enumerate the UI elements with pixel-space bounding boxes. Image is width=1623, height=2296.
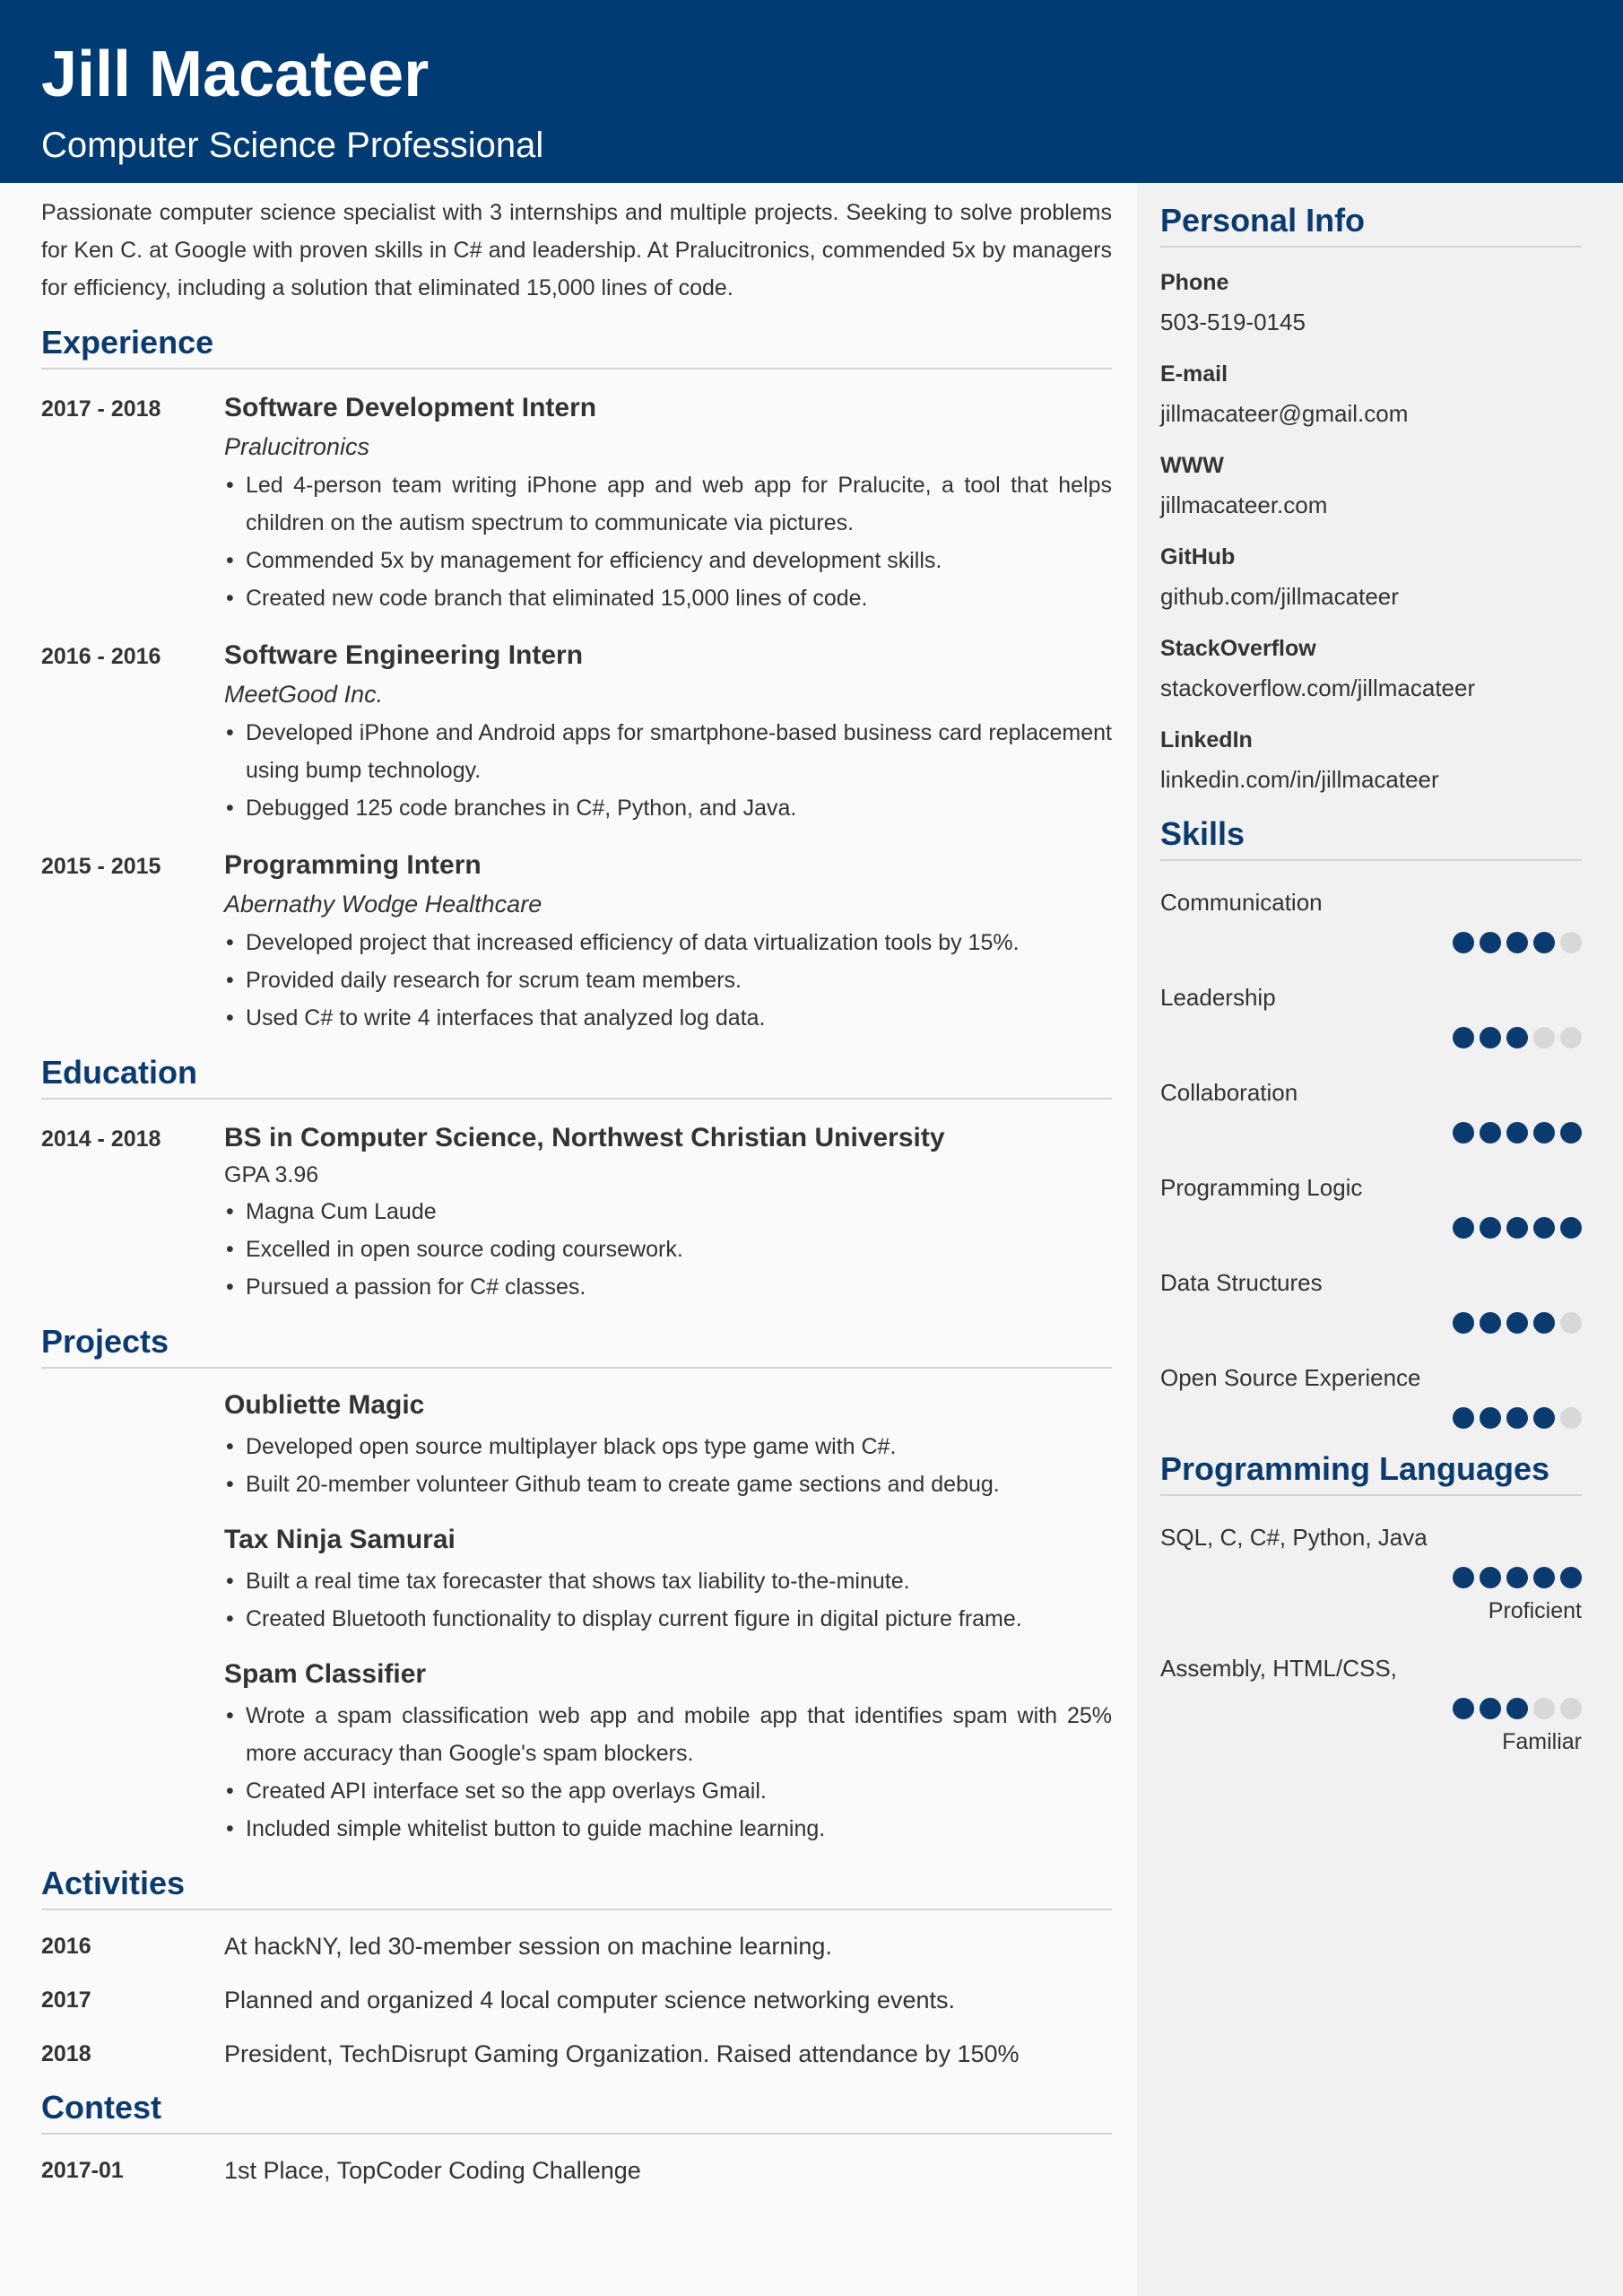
entry-date: 2017 - 2018	[41, 396, 161, 422]
row-date: 2016	[41, 1934, 91, 1959]
skill-name: Communication	[1160, 889, 1323, 916]
level-dot-filled	[1506, 1312, 1528, 1334]
row-text: President, TechDisrupt Gaming Organization. Raised attendance by 150%	[224, 2040, 1020, 2067]
bullet-list	[224, 714, 1112, 827]
experience-heading: Experience	[41, 323, 1112, 370]
experience-entry	[41, 389, 1112, 617]
bullet-item: • Commended 5x by management for efficiency and development skills.	[224, 542, 1112, 579]
level-dot-filled	[1453, 1567, 1474, 1588]
info-label: StackOverflow	[1160, 636, 1316, 661]
entry-body	[224, 847, 1112, 1037]
project-title: Tax Ninja Samurai	[224, 1525, 456, 1554]
languages-list	[1160, 1521, 1582, 1758]
bullet-list	[224, 1428, 1112, 1503]
candidate-profession: Computer Science Professional	[41, 126, 544, 165]
bullet-item: • Created new code branch that eliminated 15,000 lines of code.	[224, 579, 1112, 617]
level-dot-empty	[1560, 1698, 1582, 1719]
level-dot-filled	[1480, 1122, 1501, 1144]
personal-info-heading: Personal Info	[1160, 201, 1582, 248]
language-level-label: Proficient	[1488, 1598, 1582, 1623]
level-dot-filled	[1453, 1698, 1474, 1719]
skills-list	[1160, 886, 1582, 1431]
level-dot-filled	[1506, 1407, 1528, 1429]
candidate-name: Jill Macateer	[41, 39, 430, 110]
resume-header	[0, 0, 1623, 183]
level-dot-filled	[1480, 932, 1501, 953]
job-title: Software Development Intern	[224, 393, 597, 422]
level-dot-filled	[1560, 1122, 1582, 1144]
main-column	[41, 183, 1112, 2188]
bullet-list	[224, 1562, 1112, 1638]
level-dot-filled	[1533, 1407, 1555, 1429]
level-dot-filled	[1480, 1027, 1501, 1048]
level-dot-empty	[1560, 1407, 1582, 1429]
level-dot-filled	[1533, 1312, 1555, 1334]
entry-date: 2014 - 2018	[41, 1126, 161, 1152]
bullet-item: • Created Bluetooth functionality to display current figure in digital picture frame.	[224, 1600, 1112, 1638]
bullet-list	[224, 1193, 1112, 1306]
level-dot-filled	[1480, 1567, 1501, 1588]
info-label: WWW	[1160, 453, 1224, 478]
level-dot-filled	[1480, 1407, 1501, 1429]
bullet-item: • Provided daily research for scrum team members.	[224, 961, 1112, 999]
level-dot-filled	[1506, 1698, 1528, 1719]
level-dot-filled	[1453, 1217, 1474, 1239]
info-label: GitHub	[1160, 544, 1236, 570]
skill-name: Collaboration	[1160, 1079, 1298, 1106]
projects-list	[41, 1387, 1112, 1848]
skill-name: Leadership	[1160, 984, 1276, 1011]
row-text: At hackNY, led 30-member session on machine learning.	[224, 1933, 832, 1960]
level-dot-filled	[1506, 1122, 1528, 1144]
level-dot-filled	[1453, 1122, 1474, 1144]
level-dot-filled	[1560, 1567, 1582, 1588]
experience-entry	[41, 637, 1112, 827]
bullet-list	[224, 924, 1112, 1037]
bullet-item: • Built 20-member volunteer Github team to create game sections and debug.	[224, 1465, 1112, 1503]
sidebar	[1137, 183, 1623, 2296]
personal-info-list	[1160, 267, 1582, 796]
level-dots	[1160, 1695, 1582, 1722]
entry-body	[224, 389, 1112, 617]
row-date: 2017-01	[41, 2158, 124, 2183]
level-dots	[1160, 1119, 1582, 1146]
contest-row	[41, 2152, 1112, 2188]
info-value: stackoverflow.com/jillmacateer	[1160, 674, 1476, 701]
level-dot-filled	[1453, 1027, 1474, 1048]
level-dot-filled	[1506, 1567, 1528, 1588]
entry-body	[224, 637, 1112, 827]
project-entry	[224, 1387, 1112, 1503]
level-dot-filled	[1453, 1312, 1474, 1334]
level-dots	[1160, 1024, 1582, 1051]
entry-body	[224, 1119, 1112, 1306]
activities-list	[41, 1928, 1112, 2072]
level-dot-filled	[1480, 1698, 1501, 1719]
language-level-label: Familiar	[1502, 1729, 1582, 1754]
bullet-item: • Developed open source multiplayer black ops type game with C#.	[224, 1428, 1112, 1465]
language-name: SQL, C, C#, Python, Java	[1160, 1524, 1428, 1551]
summary-paragraph: Passionate computer science specialist with 3 internships and multiple projects. Seeking to solve problems for Ken C. at Google with proven skills in C# and leadership. At Pralucitronics, commended 5x by managers for efficiency, including a solution that eliminated 15,000 lines of code.	[41, 200, 1112, 300]
experience-entry	[41, 847, 1112, 1037]
company-name: Abernathy Wodge Healthcare	[224, 891, 542, 918]
level-dot-empty	[1560, 932, 1582, 953]
bullet-item: • Debugged 125 code branches in C#, Python, and Java.	[224, 789, 1112, 827]
level-dot-filled	[1506, 1217, 1528, 1239]
skills-heading: Skills	[1160, 814, 1582, 861]
row-date: 2018	[41, 2041, 91, 2066]
bullet-item: • Pursued a passion for C# classes.	[224, 1268, 1112, 1306]
education-heading: Education	[41, 1053, 1112, 1100]
contest-list	[41, 2152, 1112, 2188]
entry-date: 2015 - 2015	[41, 854, 161, 879]
level-dots	[1160, 1405, 1582, 1431]
level-dot-empty	[1533, 1698, 1555, 1719]
bullet-item: • Developed iPhone and Android apps for smartphone-based business card replacement using bump technology.	[224, 714, 1112, 789]
bullet-item: • Magna Cum Laude	[224, 1193, 1112, 1231]
level-dot-filled	[1533, 1217, 1555, 1239]
skill-name: Data Structures	[1160, 1269, 1323, 1296]
bullet-item: • Developed project that increased efficiency of data virtualization tools by 15%.	[224, 924, 1112, 961]
bullet-item: • Led 4-person team writing iPhone app and web app for Pralucite, a tool that helps children on the autism spectrum to communicate via pictures.	[224, 466, 1112, 542]
row-text: 1st Place, TopCoder Coding Challenge	[224, 2157, 641, 2184]
level-dots	[1160, 1309, 1582, 1336]
project-title: Oubliette Magic	[224, 1390, 425, 1420]
level-dot-empty	[1560, 1312, 1582, 1334]
info-value: 503-519-0145	[1160, 309, 1306, 335]
gpa-detail: GPA 3.96	[224, 1162, 319, 1187]
skill-name: Programming Logic	[1160, 1174, 1363, 1201]
education-list	[41, 1119, 1112, 1306]
info-label: Phone	[1160, 270, 1229, 295]
project-entry	[224, 1521, 1112, 1638]
company-name: Pralucitronics	[224, 433, 370, 460]
level-dot-filled	[1506, 932, 1528, 953]
entry-date: 2016 - 2016	[41, 644, 161, 669]
info-label: LinkedIn	[1160, 727, 1253, 752]
level-dot-filled	[1480, 1312, 1501, 1334]
bullet-item: • Excelled in open source coding coursework.	[224, 1231, 1112, 1268]
level-dot-empty	[1560, 1027, 1582, 1048]
activities-row	[41, 2036, 1112, 2072]
level-dot-filled	[1533, 1567, 1555, 1588]
activities-row	[41, 1928, 1112, 1964]
level-dot-filled	[1453, 932, 1474, 953]
skill-name: Open Source Experience	[1160, 1364, 1421, 1391]
bullet-item: • Used C# to write 4 interfaces that analyzed log data.	[224, 999, 1112, 1037]
level-dot-filled	[1506, 1027, 1528, 1048]
level-dots	[1160, 1214, 1582, 1241]
bullet-item: • Created API interface set so the app overlays Gmail.	[224, 1772, 1112, 1810]
info-label: E-mail	[1160, 361, 1228, 387]
level-dot-filled	[1453, 1407, 1474, 1429]
info-value: jillmacateer@gmail.com	[1160, 400, 1409, 427]
bullet-item: • Built a real time tax forecaster that shows tax liability to-the-minute.	[224, 1562, 1112, 1600]
level-dot-filled	[1560, 1217, 1582, 1239]
company-name: MeetGood Inc.	[224, 681, 384, 708]
activities-heading: Activities	[41, 1864, 1112, 1910]
languages-heading: Programming Languages	[1160, 1449, 1582, 1496]
activities-row	[41, 1982, 1112, 2018]
bullet-list	[224, 466, 1112, 617]
contest-heading: Contest	[41, 2088, 1112, 2135]
bullet-item: • Wrote a spam classification web app and mobile app that identifies spam with 25% more accuracy than Google's spam blockers.	[224, 1697, 1112, 1772]
info-value: linkedin.com/in/jillmacateer	[1160, 766, 1439, 793]
job-title: Programming Intern	[224, 850, 482, 880]
level-dot-filled	[1533, 932, 1555, 953]
job-title: Software Engineering Intern	[224, 640, 584, 670]
info-value: jillmacateer.com	[1160, 491, 1328, 518]
level-dots	[1160, 1564, 1582, 1591]
language-name: Assembly, HTML/CSS,	[1160, 1655, 1397, 1682]
level-dot-empty	[1533, 1027, 1555, 1048]
project-entry	[224, 1656, 1112, 1848]
info-value: github.com/jillmacateer	[1160, 583, 1399, 610]
project-title: Spam Classifier	[224, 1659, 427, 1689]
experience-list	[41, 389, 1112, 1037]
level-dots	[1160, 929, 1582, 956]
bullet-list	[224, 1697, 1112, 1848]
row-text: Planned and organized 4 local computer science networking events.	[224, 1987, 955, 2013]
bullet-item: • Included simple whitelist button to guide machine learning.	[224, 1810, 1112, 1848]
row-date: 2017	[41, 1987, 91, 2013]
level-dot-filled	[1533, 1122, 1555, 1144]
degree-title: BS in Computer Science, Northwest Christian University	[224, 1123, 945, 1152]
education-entry	[41, 1119, 1112, 1306]
level-dot-filled	[1480, 1217, 1501, 1239]
projects-heading: Projects	[41, 1322, 1112, 1369]
